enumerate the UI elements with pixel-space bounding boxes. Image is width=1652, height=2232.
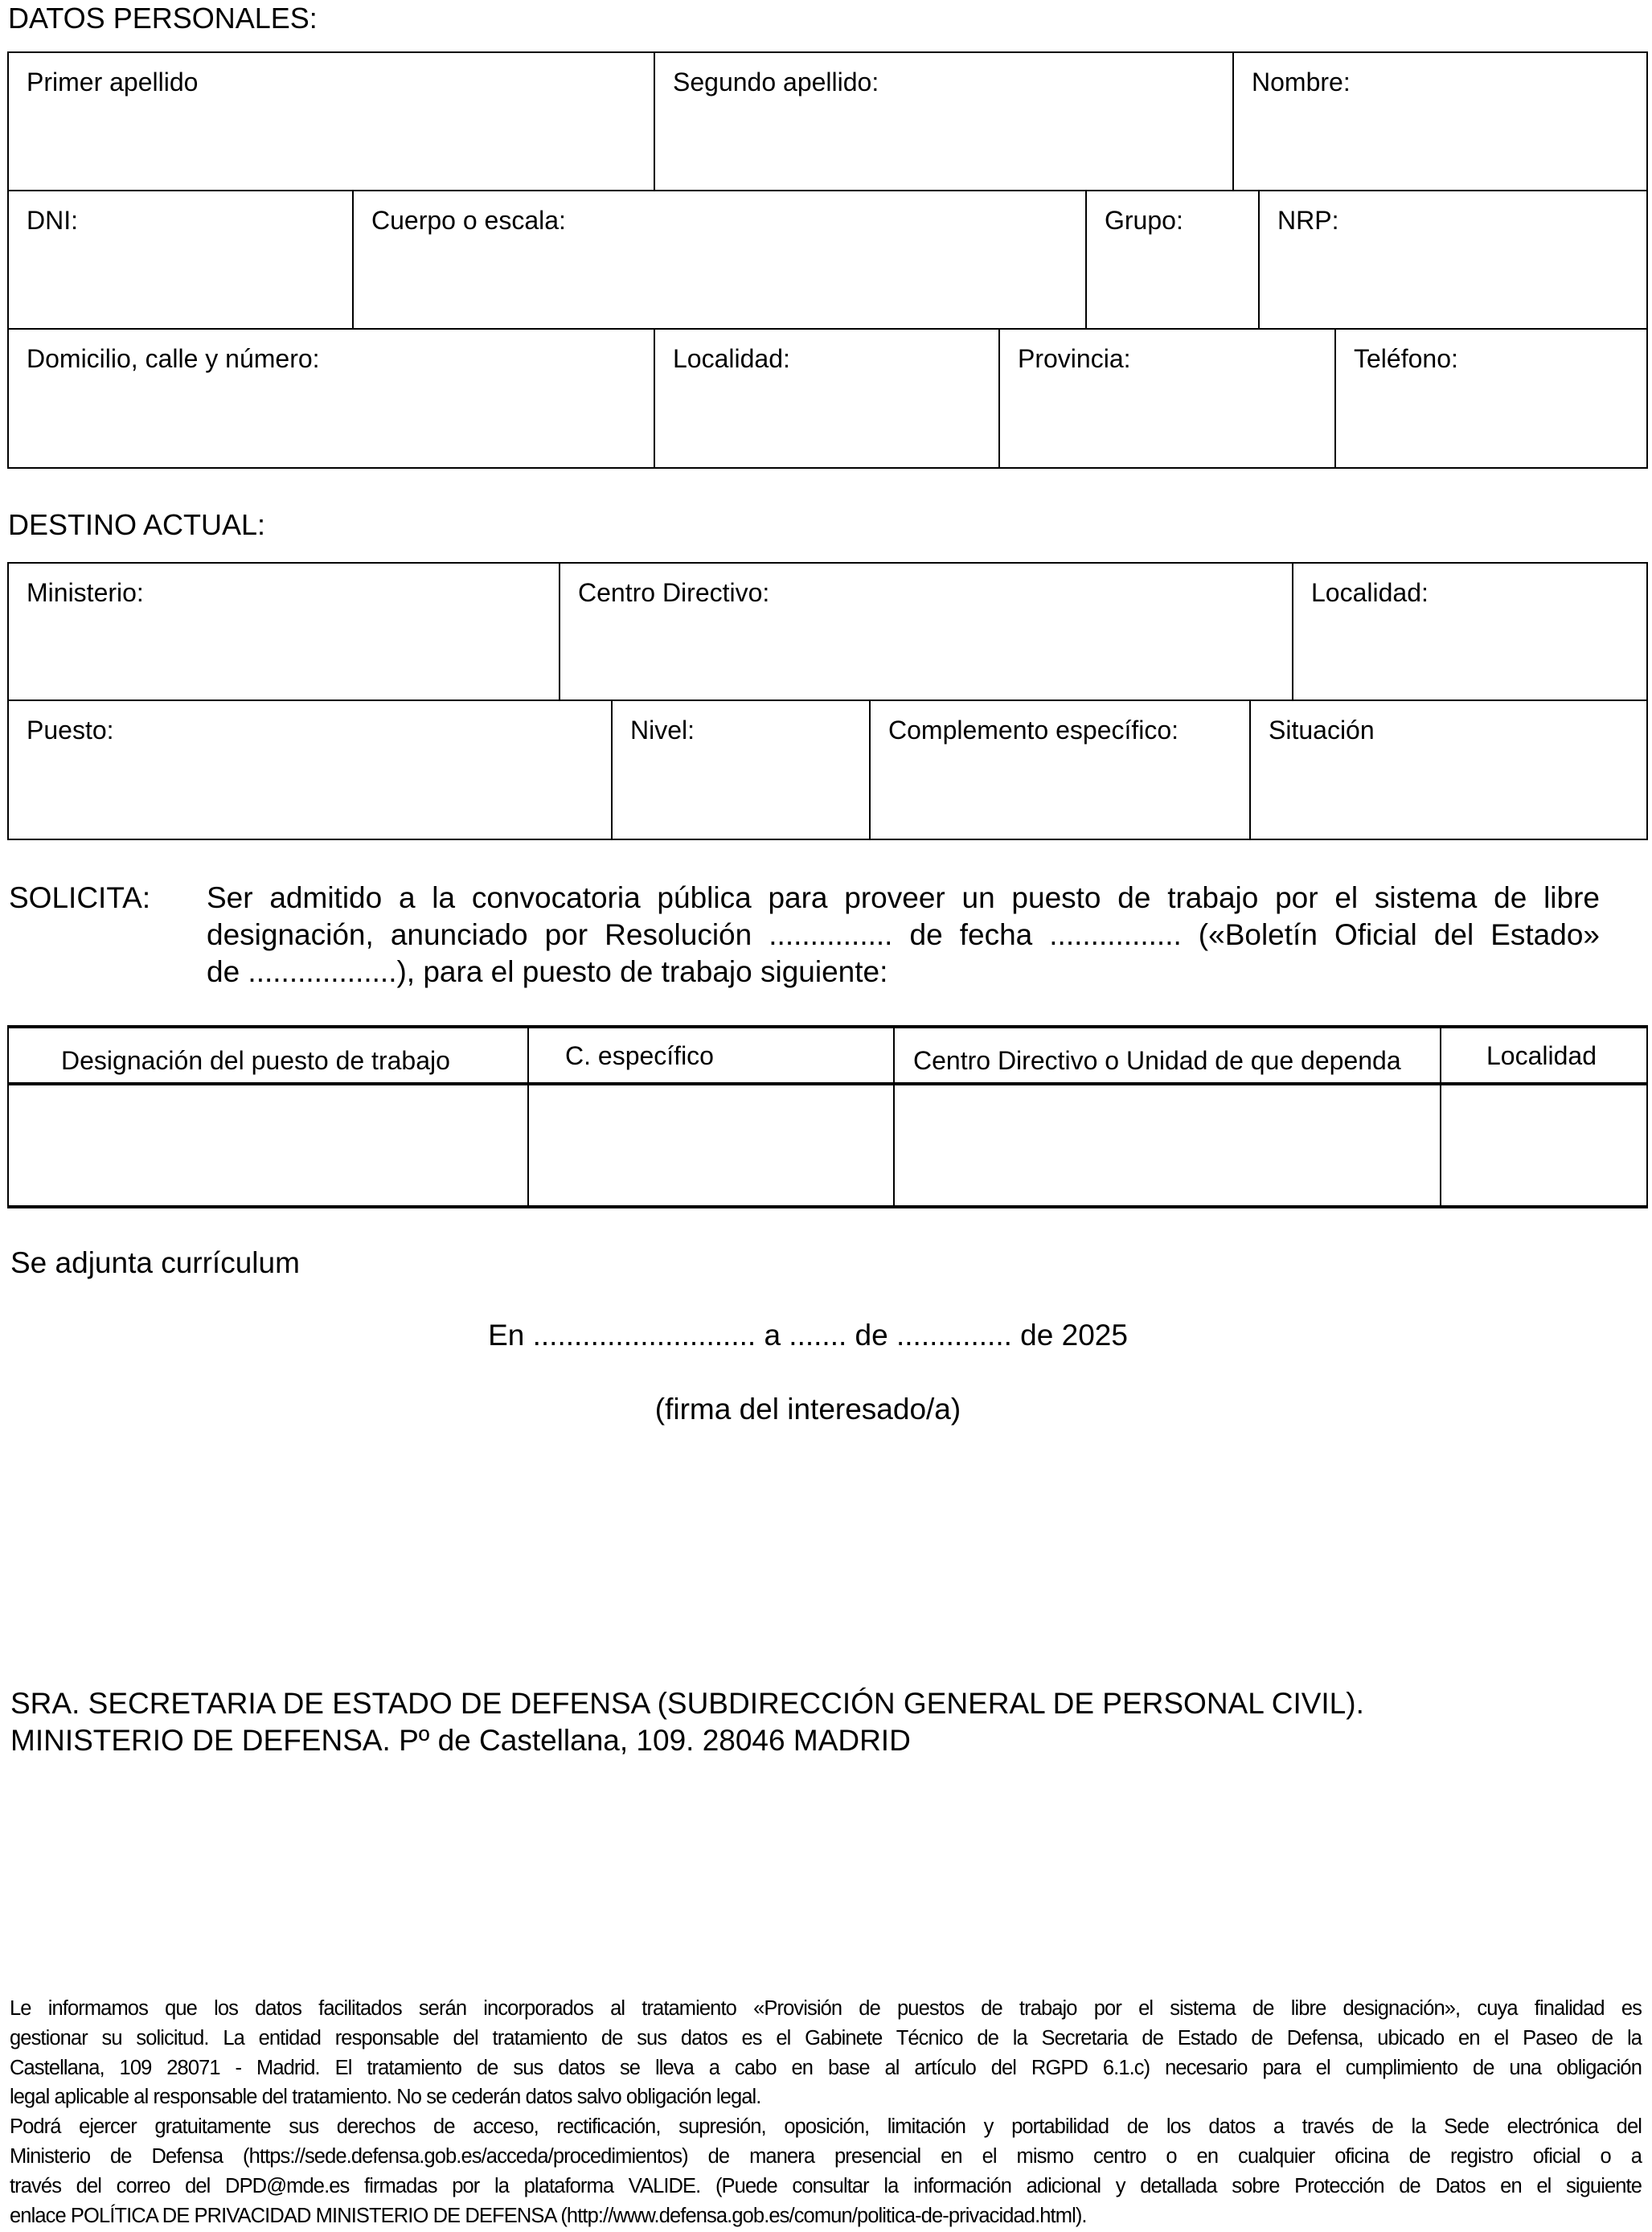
cell-c-especifico[interactable] (529, 1085, 893, 1206)
field-localidad-destino[interactable] (1292, 562, 1648, 701)
solicita-line: designación, anunciado por Resolución ............... de fecha ................ («Boletín Oficial del Estado» (207, 918, 1600, 951)
field-label: Puesto: (27, 716, 114, 745)
privacy-line: Podrá ejercer gratuitamente sus derechos de acceso, rectificación, supresión, oposición, limitación y portabilidad de los datos a través de la Sede electrónica del (10, 2115, 1642, 2139)
cell-centro-directivo[interactable] (895, 1085, 1440, 1206)
field-nivel[interactable] (611, 700, 871, 840)
field-centro-directivo[interactable] (559, 562, 1293, 701)
field-situacion[interactable] (1249, 700, 1648, 840)
field-label: Nombre: (1252, 68, 1351, 96)
field-label: Localidad: (1311, 578, 1429, 607)
privacy-line: través del correo del DPD@mde.es firmadas por la plataforma VALIDE. (Puede consultar la información adicional y detallada sobre Protección de Datos en el siguiente (10, 2174, 1642, 2197)
privacy-line: enlace POLÍTICA DE PRIVACIDAD MINISTERIO DE DEFENSA (http://www.defensa.gob.es/comun/politica-de-privacidad.html). (10, 2204, 1087, 2227)
section-title-datos-personales: DATOS PERSONALES: (8, 2, 318, 35)
privacy-line: Ministerio de Defensa (https://sede.defensa.gob.es/acceda/procedimientos) de manera presencial en el mismo centro o en cualquier oficina de registro oficial o a (10, 2144, 1642, 2168)
field-provincia[interactable] (998, 328, 1336, 469)
addressee-line: SRA. SECRETARIA DE ESTADO DE DEFENSA (SUBDIRECCIÓN GENERAL DE PERSONAL CIVIL). (10, 1687, 1364, 1720)
column-header-c-especifico: C. específico (565, 1041, 714, 1070)
field-label: Ministerio: (27, 578, 144, 607)
date-line: En ........................... a ....... de .............. de 2025 (488, 1319, 1128, 1352)
addressee (10, 1685, 1364, 1759)
field-ministerio[interactable] (7, 562, 560, 701)
privacy-notice (10, 1994, 1642, 2230)
field-complemento-especifico[interactable] (869, 700, 1251, 840)
column-header-localidad: Localidad (1486, 1041, 1597, 1070)
field-label: Cuerpo o escala: (371, 206, 566, 235)
field-label: Grupo: (1105, 206, 1183, 235)
field-telefono[interactable] (1334, 328, 1648, 469)
field-localidad[interactable] (654, 328, 1000, 469)
column-header-centro-directivo: Centro Directivo o Unidad de que dependa (913, 1046, 1401, 1075)
field-nombre[interactable] (1232, 51, 1648, 191)
field-label: Provincia: (1018, 344, 1131, 373)
field-domicilio[interactable] (7, 328, 655, 469)
field-cuerpo-escala[interactable] (352, 190, 1087, 330)
solicita-label: SOLICITA: (9, 881, 151, 914)
cell-designacion[interactable] (9, 1085, 527, 1206)
field-label: Teléfono: (1354, 344, 1458, 373)
solicita-text (207, 880, 1600, 991)
privacy-line: gestionar su solicitud. La entidad responsable del tratamiento de sus datos es el Gabinete Técnico de la Secretaria de Estado de Defensa, ubicado en el Paseo de la (10, 2026, 1642, 2049)
field-label: Primer apellido (27, 68, 199, 96)
field-label: Domicilio, calle y número: (27, 344, 320, 373)
privacy-line: legal aplicable al responsable del tratamiento. No se cederán datos salvo obligación legal. (10, 2086, 761, 2109)
field-dni[interactable] (7, 190, 354, 330)
field-label: Segundo apellido: (673, 68, 879, 96)
privacy-line: Le informamos que los datos facilitados serán incorporados al tratamiento «Provisión de puestos de trabajo por el sistema de libre designación», cuya finalidad es (10, 1997, 1642, 2020)
field-grupo[interactable] (1085, 190, 1260, 330)
field-label: Localidad: (673, 344, 790, 373)
field-label: Nivel: (630, 716, 695, 745)
field-segundo-apellido[interactable] (654, 51, 1234, 191)
puesto-table (7, 1025, 1648, 1208)
solicita-line: Ser admitido a la convocatoria pública para proveer un puesto de trabajo por el sistema de libre (207, 881, 1600, 914)
field-primer-apellido[interactable] (7, 51, 655, 191)
field-label: DNI: (27, 206, 78, 235)
field-nrp[interactable] (1258, 190, 1648, 330)
privacy-line: Castellana, 109 28071 - Madrid. El tratamiento de sus datos se lleva a cabo en base al artículo del RGPD 6.1.c) necesario para el cumplimiento de una obligación (10, 2056, 1642, 2079)
section-title-destino-actual: DESTINO ACTUAL: (8, 508, 266, 541)
field-label: Situación (1269, 716, 1375, 745)
cell-localidad[interactable] (1441, 1085, 1646, 1206)
curriculum-note: Se adjunta currículum (10, 1246, 300, 1279)
addressee-line: MINISTERIO DE DEFENSA. Pº de Castellana, 109. 28046 MADRID (10, 1724, 911, 1757)
field-label: Centro Directivo: (578, 578, 770, 607)
column-header-designacion: Designación del puesto de trabajo (61, 1046, 450, 1075)
field-label: NRP: (1277, 206, 1339, 235)
field-label: Complemento específico: (888, 716, 1179, 745)
field-puesto[interactable] (7, 700, 613, 840)
signature-label: (firma del interesado/a) (654, 1393, 961, 1426)
solicita-line: de ..................), para el puesto de trabajo siguiente: (207, 955, 888, 988)
